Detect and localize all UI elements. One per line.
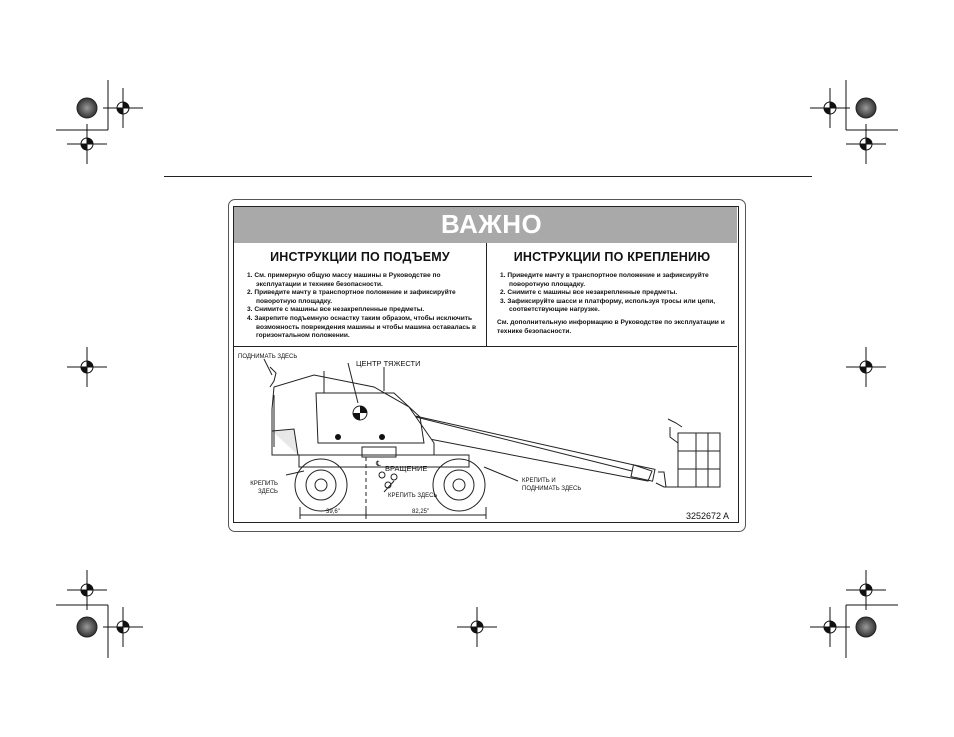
banner-title: ВАЖНО [441,209,543,239]
list-item: 4. Закрепите подъемную оснастку таким образом, чтобы исключить возможность повреждения машины и чтобы машина оставалась в горизонтальном положении. [247,314,477,340]
list-item: 1. Приведите мачту в транспортное положение и зафиксируйте поворотную площадку. [500,272,709,288]
tiedown-instructions [487,243,737,346]
list-item: 2. Приведите мачту в транспортное положение и зафиксируйте поворотную площадку. [247,289,456,305]
dimension-right: 82,25" [412,509,430,515]
tiedown-note: См. дополнительную информацию в Руководстве по эксплуатации и технике безопасности. [497,319,725,335]
list-item: 3. Зафиксируйте шасси и платформу, используя тросы или цепи, соответствующие нагрузке. [500,297,716,314]
dimension-left: 39,6" [326,509,340,515]
lifting-steps [244,272,486,341]
part-number: 3252672 A [686,511,730,521]
tiedown-title: ИНСТРУКЦИИ ПО КРЕПЛЕНИЮ [513,250,711,264]
list-item: 2. Снимите с машины все незакрепленные предметы. [500,289,678,297]
lifting-instructions [234,243,487,346]
tie-and-lift-label: КРЕПИТЬ И ПОДНИМАТЬ ЗДЕСЬ [522,478,582,492]
important-banner [234,207,737,243]
safety-decal [228,199,746,532]
decal-frame [233,206,739,523]
lift-here-label: ПОДНИМАТЬ ЗДЕСЬ [238,354,298,360]
boom-lift-drawing [234,347,737,521]
center-of-gravity-label: ЦЕНТР ТЯЖЕСТИ [356,359,421,368]
tie-here-bottom-label: КРЕПИТЬ ЗДЕСЬ [388,493,438,499]
tiedown-steps [497,272,737,315]
lifting-title: ИНСТРУКЦИИ ПО ПОДЪЕМУ [270,250,450,264]
machine-diagram [234,347,737,521]
rotation-symbol: ℄ [376,459,381,468]
list-item: 1. См. примерную общую массу машины в Руководстве по эксплуатации и технике безопасности. [247,272,441,288]
rotation-label: ВРАЩЕНИЕ [385,464,428,473]
list-item: 3. Снимите с машины все незакрепленные предметы. [247,306,425,314]
center-of-gravity-icon [353,406,367,420]
tie-here-left-label: КРЕПИТЬ ЗДЕСЬ [250,481,278,495]
